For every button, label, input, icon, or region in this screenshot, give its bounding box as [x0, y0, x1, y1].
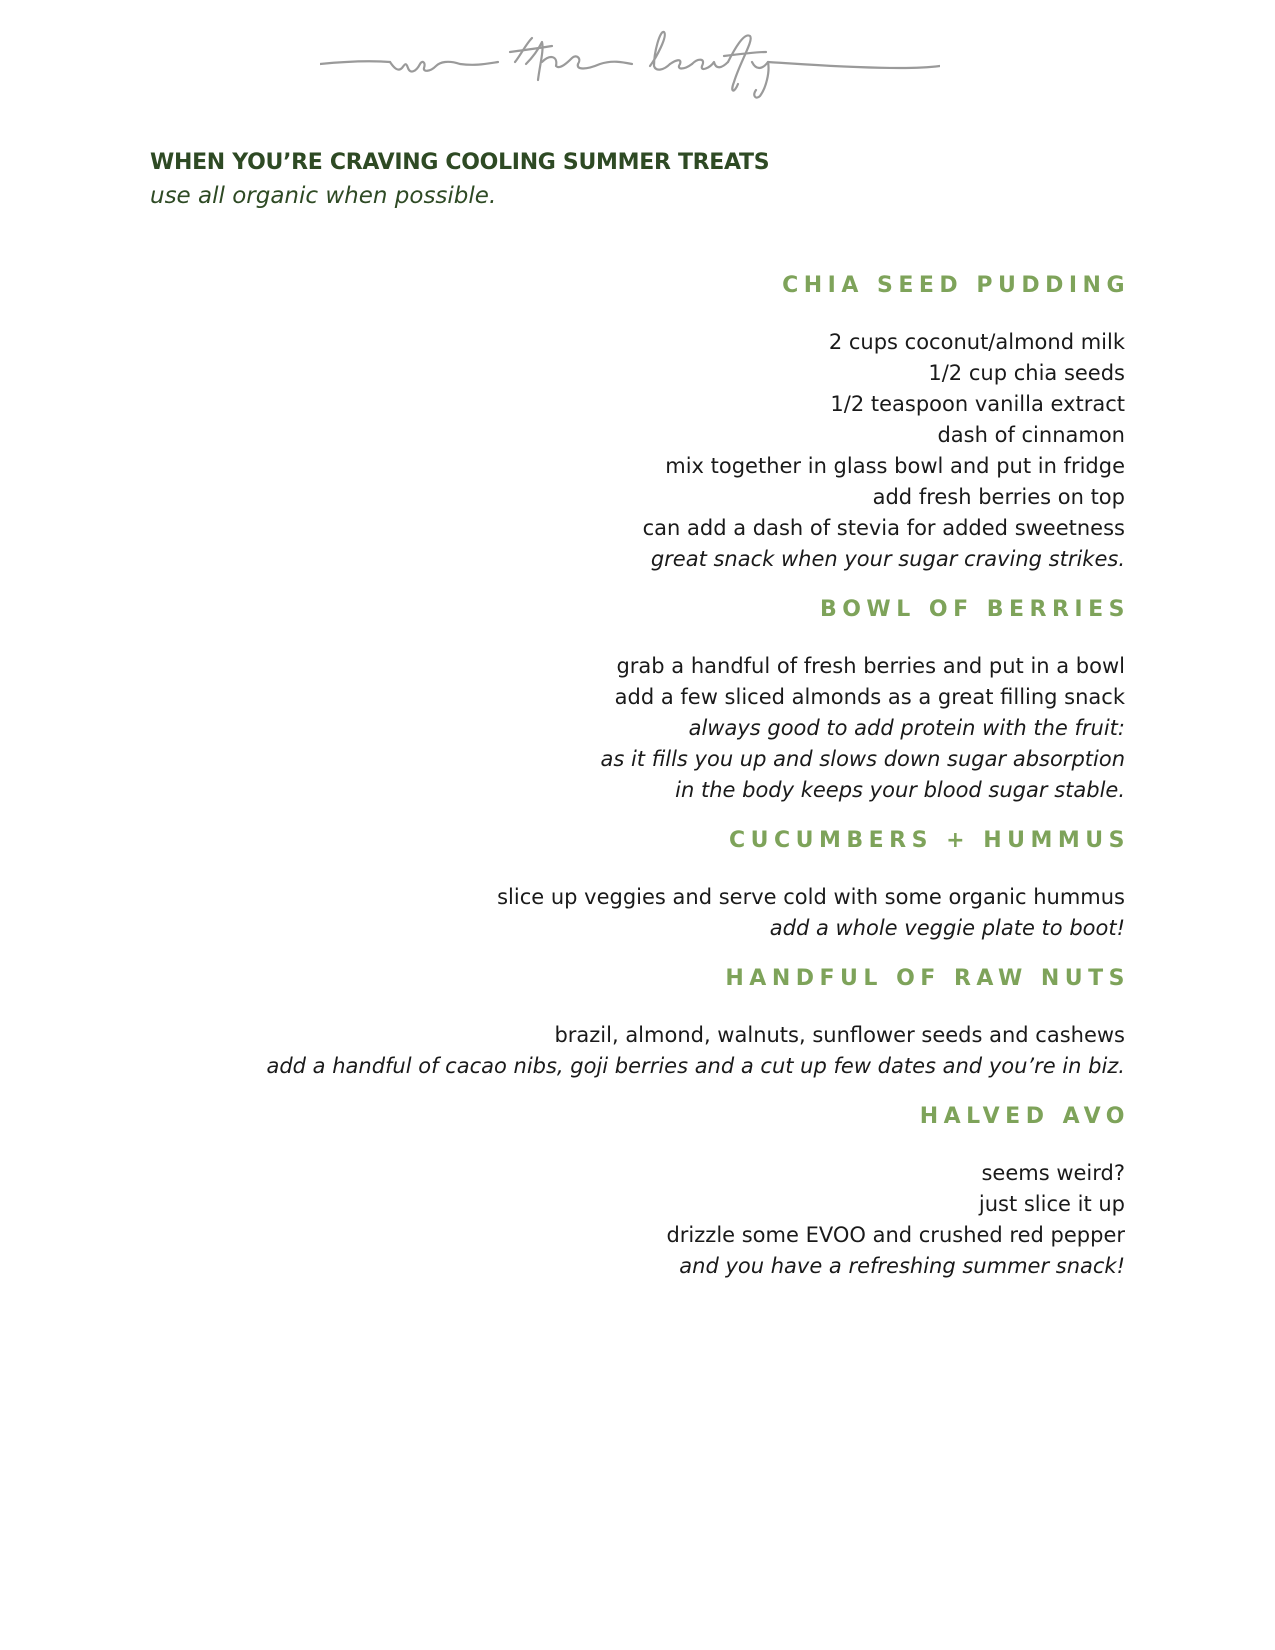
recipe-line: as it fills you up and slows down sugar absorption: [600, 747, 1125, 771]
recipe-body: [125, 882, 1125, 944]
recipe-title: HANDFUL OF RAW NUTS: [725, 966, 1130, 991]
recipe-body: [125, 327, 1125, 575]
recipe-section: [125, 825, 1130, 944]
recipe-list: [125, 270, 1130, 1301]
recipe-line: 1/2 teaspoon vanilla extract: [830, 392, 1125, 416]
recipe-line: 1/2 cup chia seeds: [928, 361, 1125, 385]
recipe-section: [125, 270, 1130, 575]
recipe-line: add fresh berries on top: [872, 485, 1125, 509]
recipe-body: [125, 1020, 1125, 1082]
recipe-title: BOWL OF BERRIES: [819, 597, 1130, 622]
recipe-title: CUCUMBERS + HUMMUS: [728, 828, 1130, 853]
recipe-line: grab a handful of fresh berries and put in a bowl: [616, 654, 1125, 678]
recipe-line: drizzle some EVOO and crushed red pepper: [666, 1223, 1125, 1247]
recipe-title: HALVED AVO: [919, 1104, 1130, 1129]
recipe-line: add a few sliced almonds as a great filling snack: [614, 685, 1125, 709]
recipe-section: [125, 594, 1130, 806]
recipe-line: 2 cups coconut/almond milk: [828, 330, 1125, 354]
recipe-line: always good to add protein with the fruit:: [688, 716, 1125, 740]
recipe-section: [125, 963, 1130, 1082]
page-subtitle: use all organic when possible.: [150, 183, 497, 209]
recipe-line: add a handful of cacao nibs, goji berries and a cut up few dates and you’re in biz.: [266, 1054, 1125, 1078]
recipe-line: great snack when your sugar craving strikes.: [650, 547, 1125, 571]
intro-block: [150, 148, 1050, 212]
recipe-line: mix together in glass bowl and put in fridge: [665, 454, 1125, 478]
recipe-line: and you have a refreshing summer snack!: [679, 1254, 1125, 1278]
recipe-section: [125, 1101, 1130, 1282]
recipe-line: dash of cinnamon: [937, 423, 1125, 447]
recipe-body: [125, 1158, 1125, 1282]
recipe-line: brazil, almond, walnuts, sunflower seeds and cashews: [554, 1023, 1125, 1047]
brand-logo: [320, 22, 940, 102]
recipe-line: can add a dash of stevia for added sweetness: [642, 516, 1125, 540]
page-title: WHEN YOU’RE CRAVING COOLING SUMMER TREATS: [150, 150, 770, 175]
recipe-line: just slice it up: [978, 1192, 1125, 1216]
leafy-signature-icon: [320, 22, 940, 102]
recipe-line: add a whole veggie plate to boot!: [769, 916, 1125, 940]
recipe-line: in the body keeps your blood sugar stable.: [675, 778, 1125, 802]
recipe-line: slice up veggies and serve cold with some organic hummus: [497, 885, 1125, 909]
recipe-title: CHIA SEED PUDDING: [782, 273, 1130, 298]
recipe-line: seems weird?: [981, 1161, 1125, 1185]
recipe-body: [125, 651, 1125, 806]
